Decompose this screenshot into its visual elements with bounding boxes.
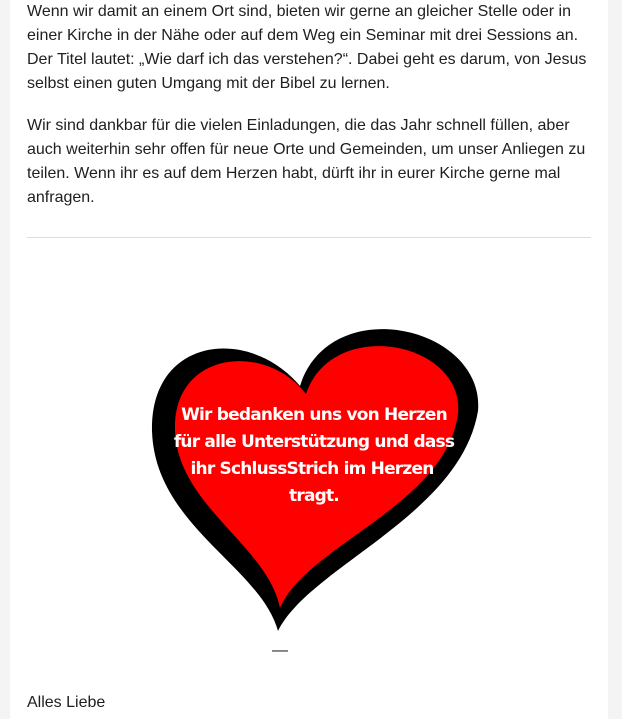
closing-greeting: Alles Liebe (27, 694, 106, 711)
heart-text-line: tragt. (289, 486, 339, 506)
newsletter-content (10, 0, 608, 719)
paragraph-seminar: Wenn wir damit an einem Ort sind, bieten wir gerne an gleicher Stelle oder in einer Kirche in der Nähe oder auf dem Weg ein Seminar mit drei Sessions an. Der Titel lautet: „Wie darf ich das verstehen?“. Dabei geht es darum, von Jesus selbst einen guten Umgang mit der Bibel zu lernen. (27, 3, 587, 92)
separator-dash: — (272, 642, 288, 659)
heart-image (140, 296, 480, 636)
paragraph-invitations: Wir sind dankbar für die vielen Einladungen, die das Jahr schnell füllen, aber auch weiterhin sehr offen für neue Orte und Gemeinden, um unser Anliegen zu teilen. Wenn ihr es auf dem Herzen habt, dürft ihr in eurer Kirche gerne mal anfragen. (27, 117, 586, 206)
divider (27, 237, 591, 238)
heart-text-line: ihr SchlussStrich im Herzen (190, 459, 434, 479)
heart-text-line: für alle Unterstützung und dass (173, 432, 455, 452)
heart-text-line: Wir bedanken uns von Herzen (181, 405, 447, 425)
